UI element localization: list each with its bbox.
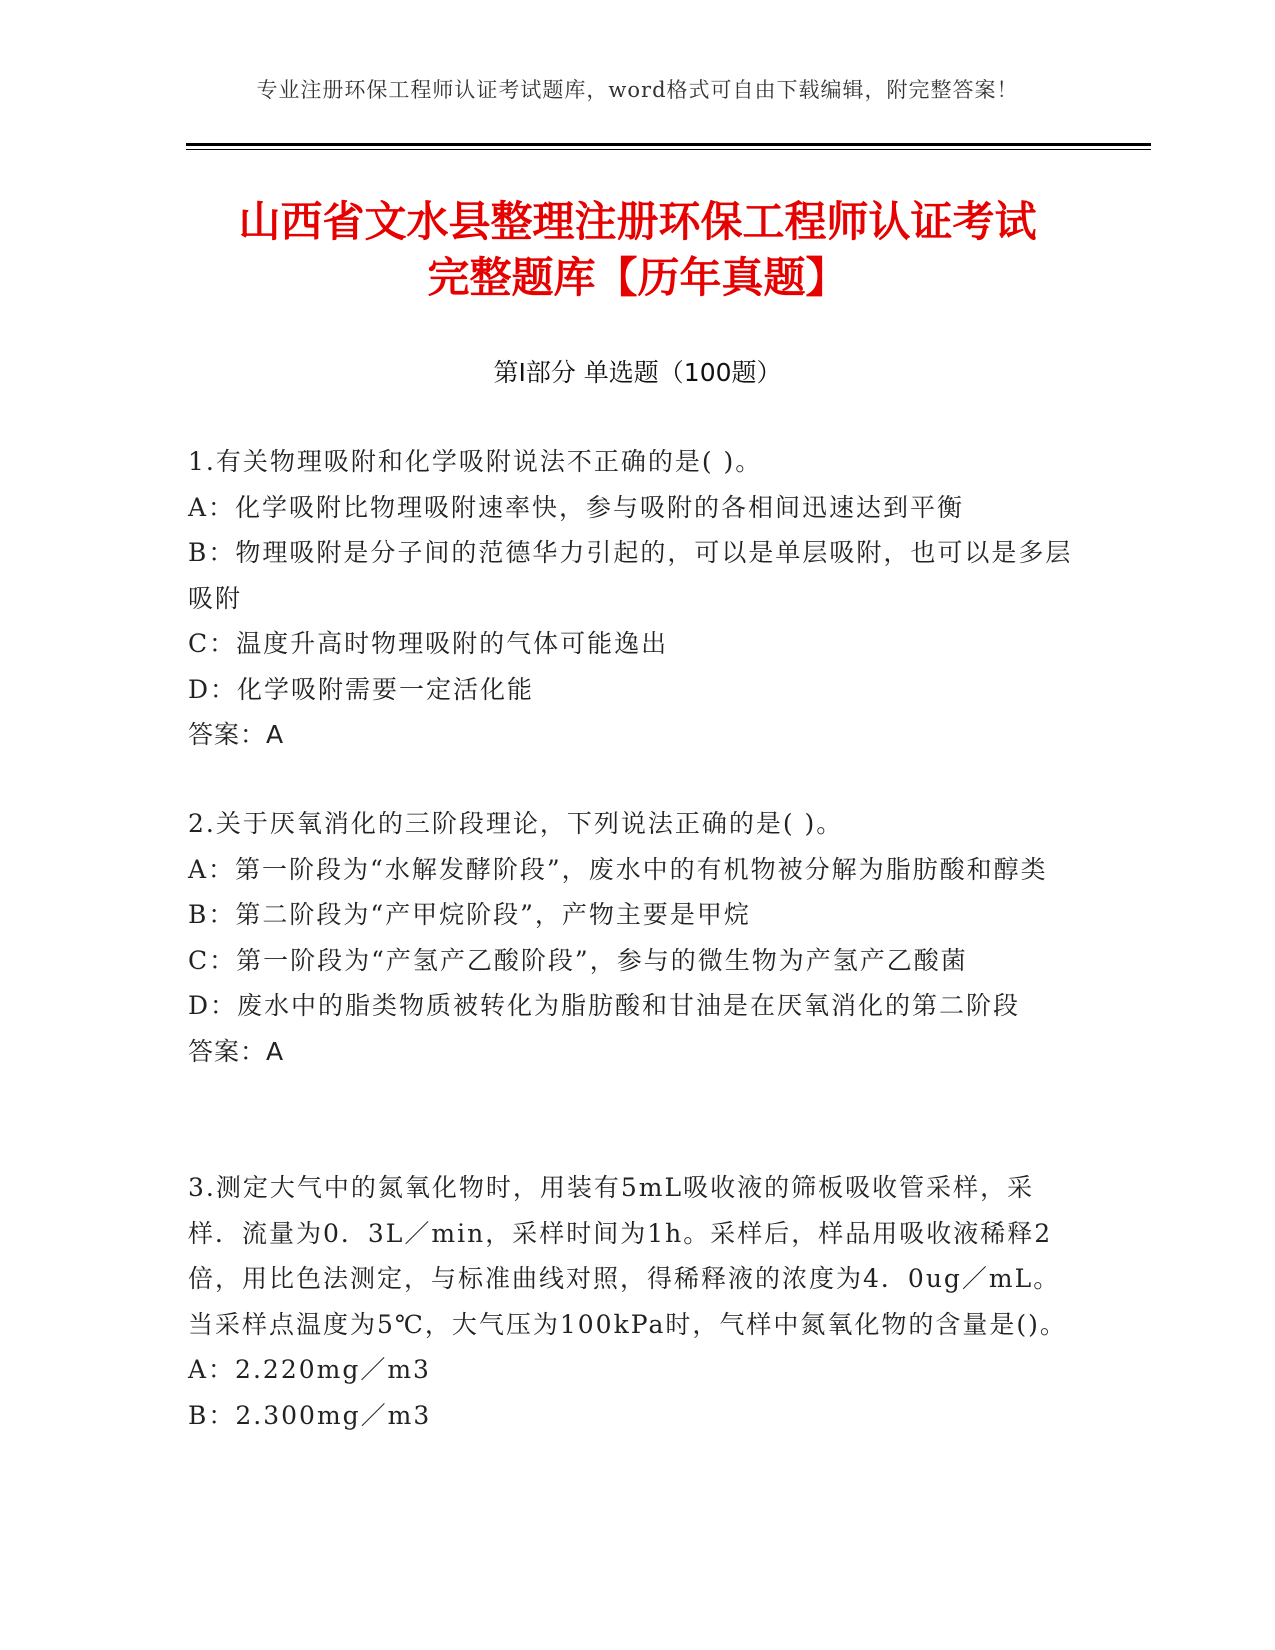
document-title	[150, 194, 1125, 306]
option-a: A：2.220mg／m3	[188, 1355, 431, 1384]
option-a: A：化学吸附比物理吸附速率快，参与吸附的各相间迅速达到平衡	[188, 492, 965, 522]
question-stem: 1.有关物理吸附和化学吸附说法不正确的是( )。	[188, 447, 763, 476]
question-3	[188, 1165, 1078, 1438]
option-c: C：第一阶段为“产氢产乙酸阶段”，参与的微生物为产氢产乙酸菌	[188, 945, 968, 975]
document-title-line-1: 山西省文水县整理注册环保工程师认证考试	[238, 197, 1037, 246]
option-a: A：第一阶段为“水解发酵阶段”，废水中的有机物被分解为脂肪酸和醇类	[188, 854, 1048, 884]
header-note: 专业注册环保工程师认证考试题库，word格式可自由下载编辑，附完整答案！	[256, 78, 1019, 102]
question-stem: 2.关于厌氧消化的三阶段理论，下列说法正确的是( )。	[188, 809, 844, 838]
option-c: C：温度升高时物理吸附的气体可能逸出	[188, 629, 669, 658]
header-divider-thin	[186, 149, 1151, 150]
question-stem: 3.测定大气中的氮氧化物时，用装有5mL吸收液的筛板吸收管采样，采样．流量为0．3L／min，采样时间为1h。采样后，样品用吸收液稀释2倍，用比色法测定，与标准曲线对照，得稀释液的浓度为4．0ug／mL。当采样点温度为5℃，大气压为100kPa时，气样中氮氧化物的含量是()。	[188, 1173, 1067, 1339]
option-b: B：2.300mg／m3	[188, 1400, 432, 1430]
question-1	[188, 439, 1078, 758]
option-b: B：第二阶段为“产甲烷阶段”，产物主要是甲烷	[188, 900, 751, 929]
option-d: D：废水中的脂类物质被转化为脂肪酸和甘油是在厌氧消化的第二阶段	[188, 991, 1021, 1020]
option-b: B：物理吸附是分子间的范德华力引起的，可以是单层吸附，也可以是多层吸附	[188, 538, 1073, 613]
document-title-line-2: 完整题库【历年真题】	[427, 253, 848, 302]
answer: 答案：A	[188, 720, 285, 749]
answer: 答案：A	[188, 1036, 285, 1066]
header-divider-thick	[186, 143, 1151, 146]
section-title: 第Ⅰ部分 单选题（100题）	[493, 358, 782, 387]
question-2	[188, 801, 1078, 1074]
option-d: D：化学吸附需要一定活化能	[188, 674, 535, 704]
